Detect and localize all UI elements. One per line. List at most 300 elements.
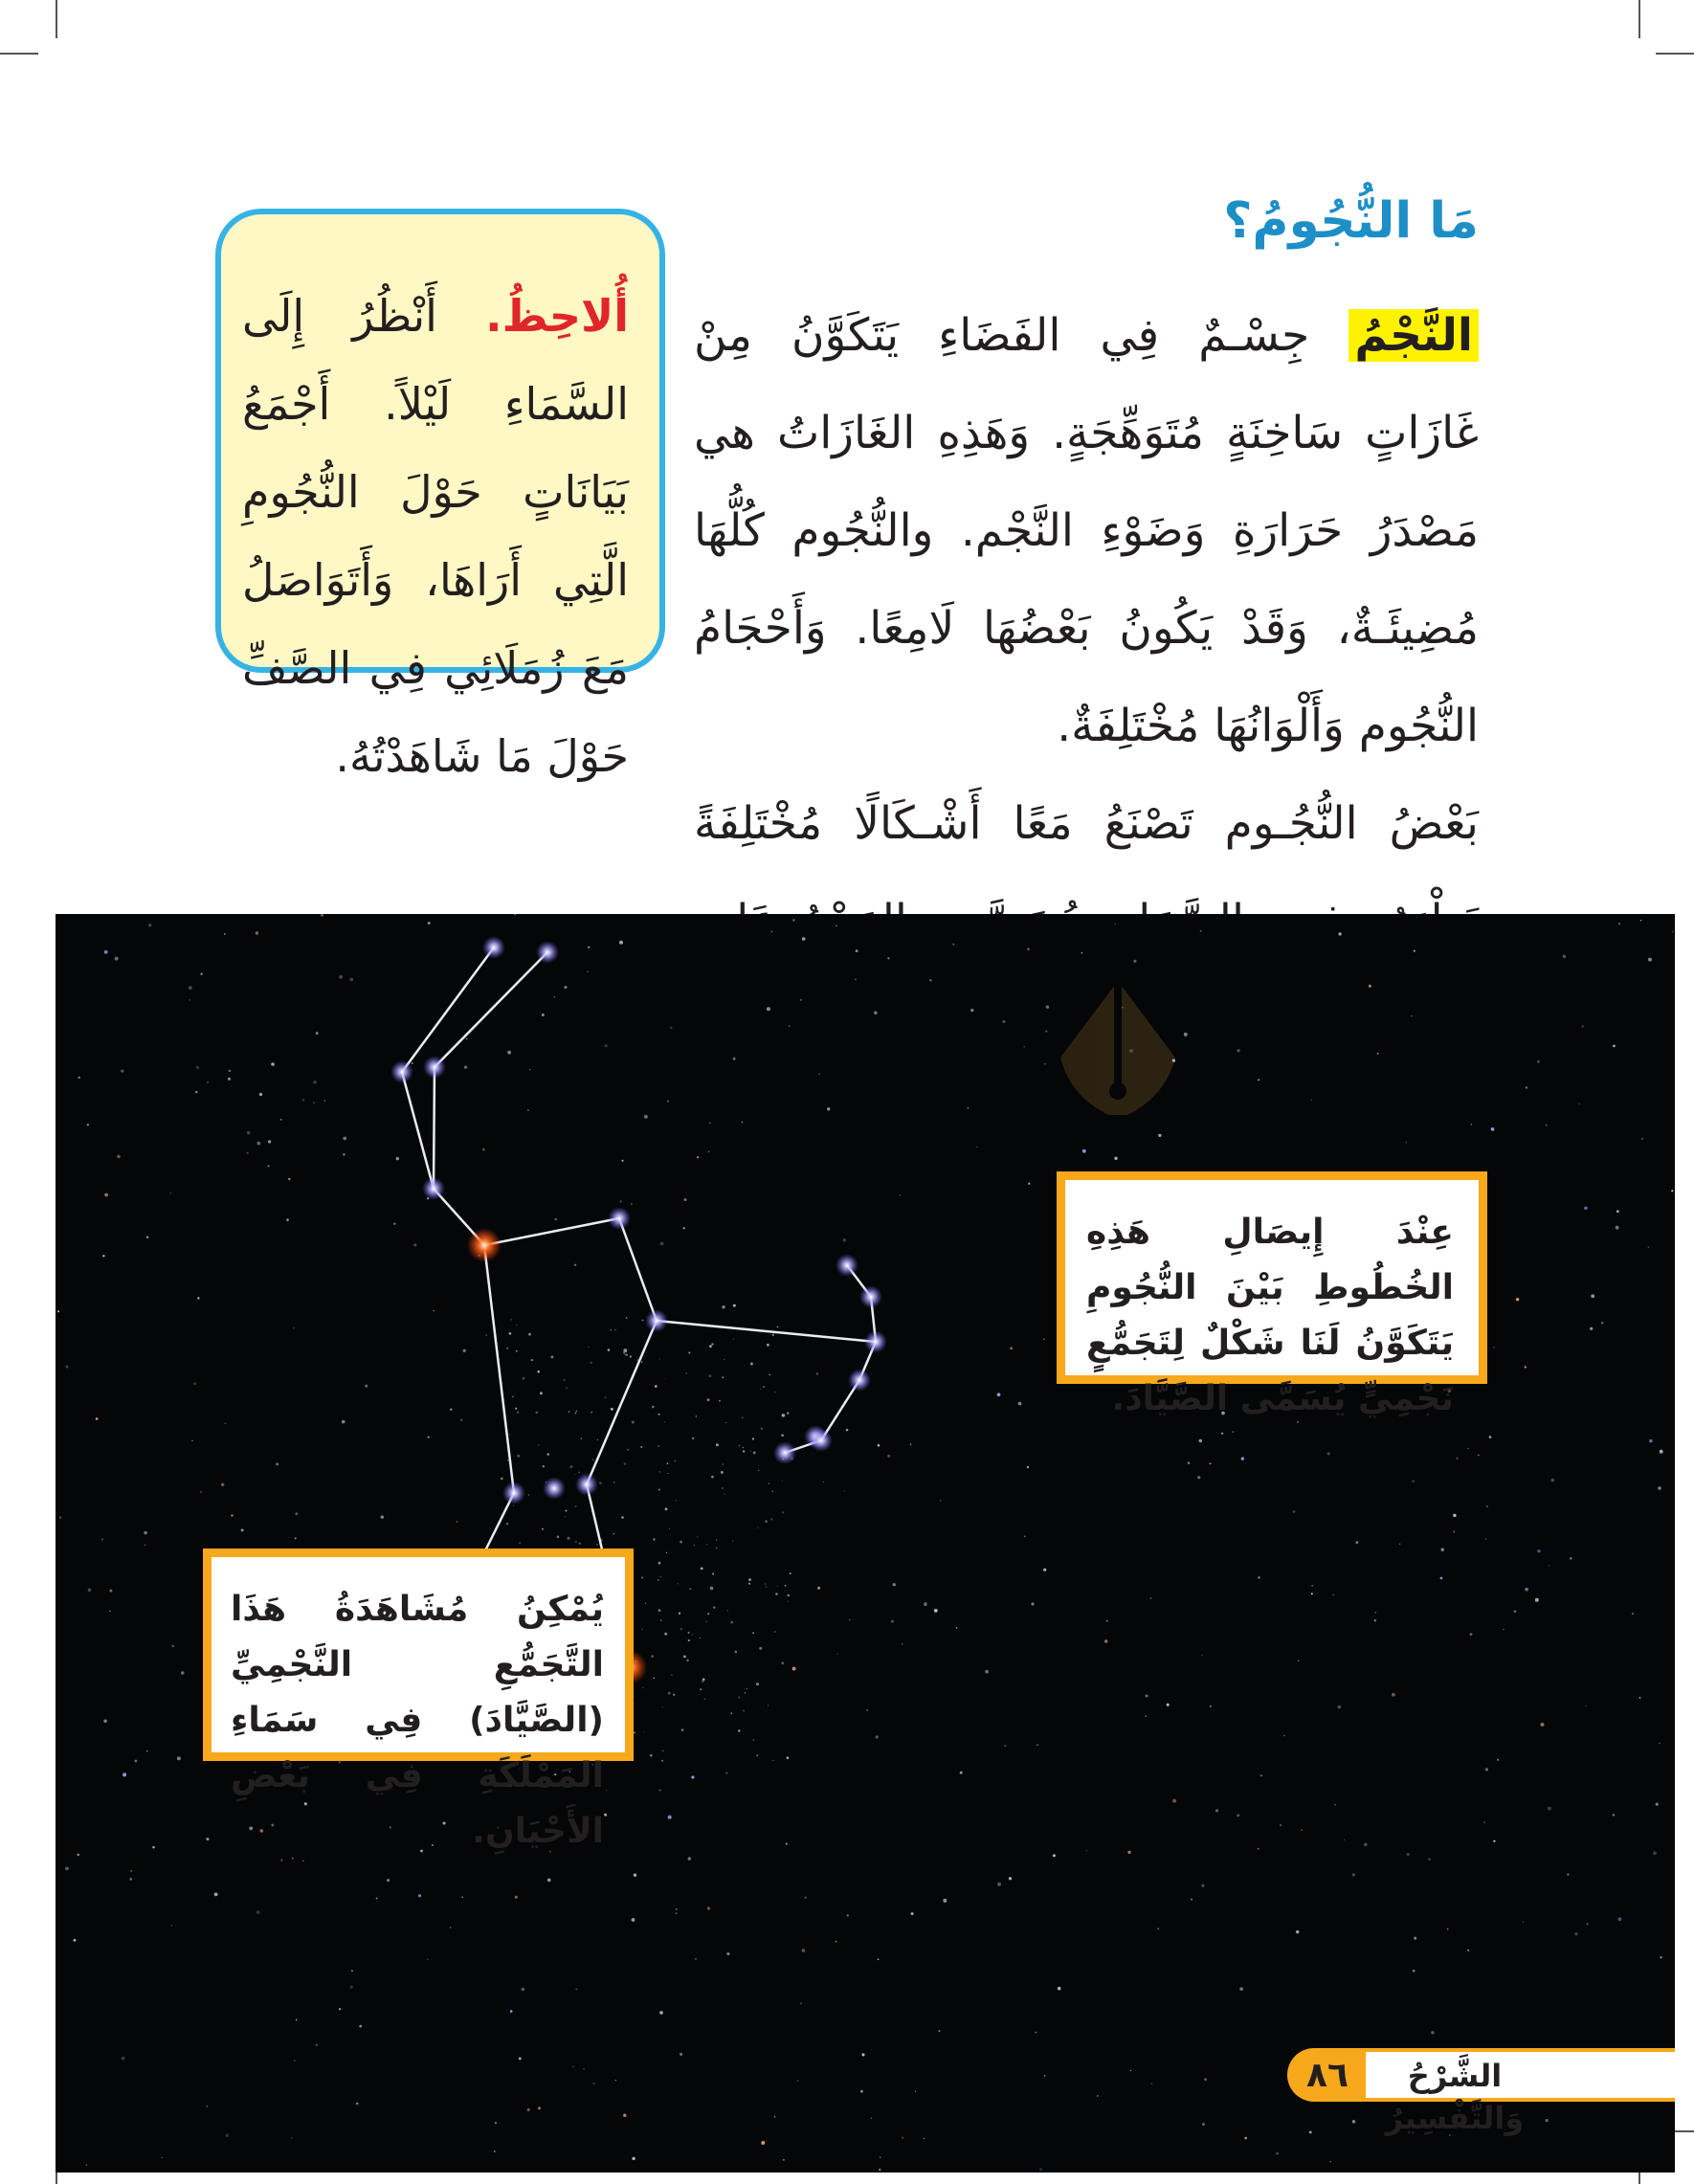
background-star — [1024, 1536, 1026, 1538]
background-star — [785, 1585, 787, 1587]
background-star — [356, 2103, 359, 2106]
background-star — [680, 2053, 682, 2056]
constellation-star — [502, 1482, 525, 1504]
background-star — [464, 1065, 467, 1068]
background-star — [1550, 1479, 1554, 1482]
background-star — [1145, 1715, 1147, 1717]
background-star — [621, 1516, 624, 1519]
background-star — [771, 931, 772, 932]
background-star — [786, 1843, 788, 1845]
background-star — [619, 941, 623, 945]
background-star — [710, 1587, 714, 1591]
background-star — [1046, 1005, 1050, 1009]
background-star — [1447, 1928, 1448, 1929]
background-star — [605, 1044, 608, 1047]
background-star — [1431, 2031, 1434, 2034]
background-star — [861, 2053, 864, 2056]
background-star — [697, 1156, 699, 1158]
background-star — [827, 1107, 830, 1110]
background-star — [574, 1474, 575, 1475]
background-star — [659, 2011, 663, 2015]
background-star — [790, 1572, 791, 1574]
background-star — [769, 1374, 770, 1376]
background-star — [713, 1606, 715, 1608]
constellation-line — [484, 1245, 514, 1493]
background-star — [316, 1032, 319, 1035]
background-star — [1486, 1505, 1488, 1507]
background-star — [443, 1822, 446, 1825]
watermark-pen-icon — [1060, 981, 1175, 1115]
background-star — [527, 2108, 530, 2111]
background-star — [658, 1488, 660, 1490]
background-star — [528, 1333, 531, 1336]
background-star — [613, 1482, 615, 1483]
background-star — [774, 1392, 775, 1393]
night-sky-svg — [56, 914, 1675, 2173]
background-star — [130, 1870, 132, 1872]
background-star — [1184, 1033, 1188, 1036]
background-star — [515, 1408, 517, 1410]
background-star — [1356, 1541, 1359, 1544]
background-star — [381, 1515, 384, 1518]
background-star — [652, 1406, 655, 1409]
paragraph-definition-text: جِسْـمٌ فِي الفَضَاءِ يَتَكَوَّنُ مِنْ غَازَاتٍ سَاخِنَةٍ مُتَوَهِّجَةٍ. وَهَذِهِ الغَازَاتُ هي مَصْدَرُ حَرَارَةِ وَضَوْءِ النَّجْم. والنُّجُوم كُلُّهَا مُضِيئَـةٌ، وَقَدْ يَكُونُ بَعْضُهَا لَامِعًا. وَأَحْجَامُ النُّجُوم وَأَلْوَانُهَا مُخْتَلِفَةٌ. — [694, 309, 1479, 752]
background-star — [517, 1455, 520, 1458]
background-star — [86, 2165, 87, 2166]
background-star — [172, 1645, 174, 1647]
background-star — [752, 1437, 754, 1439]
background-star — [146, 1236, 149, 1238]
background-star — [760, 1389, 761, 1390]
background-star — [1146, 1694, 1148, 1697]
background-star — [1202, 2123, 1205, 2126]
background-star — [1334, 1804, 1336, 1806]
background-star — [1525, 1366, 1527, 1368]
background-star — [924, 2138, 925, 2139]
background-star — [1232, 1431, 1234, 1433]
background-star — [189, 999, 190, 1001]
background-star — [1491, 1127, 1495, 1131]
background-star — [256, 1142, 260, 1146]
background-star — [1081, 952, 1083, 954]
background-star — [1039, 2168, 1042, 2171]
background-star — [722, 1463, 724, 1465]
background-star — [759, 1647, 762, 1650]
background-star — [1043, 1569, 1046, 1571]
background-star — [782, 1414, 786, 1417]
background-star — [934, 1609, 938, 1613]
background-star — [708, 1374, 711, 1377]
background-star — [766, 1586, 767, 1587]
background-star — [1659, 1743, 1661, 1745]
background-star — [817, 1587, 820, 1590]
background-star — [673, 1694, 675, 1696]
background-star — [642, 1687, 643, 1688]
background-star — [1440, 1548, 1443, 1550]
background-star — [1338, 932, 1341, 935]
background-star — [193, 1382, 196, 1385]
background-star — [1591, 1294, 1594, 1298]
background-star — [1405, 1142, 1407, 1144]
background-star — [818, 1074, 819, 1075]
background-star — [527, 1109, 529, 1111]
background-star — [753, 1451, 756, 1454]
background-star — [726, 1952, 729, 1955]
background-star — [214, 1893, 218, 1897]
observe-label: أُلاحِظُ. — [485, 290, 629, 342]
background-star — [396, 1157, 399, 1160]
background-star — [692, 1437, 694, 1439]
background-star — [1377, 1053, 1379, 1055]
background-star — [651, 1655, 654, 1658]
background-star — [725, 1422, 726, 1423]
background-star — [849, 1619, 851, 1621]
background-star — [1157, 1928, 1159, 1929]
background-star — [774, 1631, 775, 1632]
observe-text: أَنْظُرُ إِلَى السَّمَاءِ لَيْلاً. أَجْمَعُ بَيَانَاتٍ حَوْلَ النُّجُومِ الَّتِي أَرَاهَا، وَأَتَوَاصَلُ مَعَ زُمَلَائِي فِي الصَّفِّ حَوْلَ مَا شَاهَدْتُهُ. — [242, 290, 629, 782]
background-star — [206, 1838, 209, 1840]
background-star — [302, 1861, 304, 1862]
background-star — [1411, 1015, 1412, 1016]
background-star — [691, 1775, 694, 1778]
background-star — [733, 1304, 736, 1307]
background-star — [365, 1384, 368, 1387]
background-star — [1582, 1025, 1584, 1027]
background-star — [1467, 1448, 1468, 1449]
paragraph-definition — [694, 287, 1479, 775]
background-star — [664, 1421, 666, 1423]
background-star — [271, 1824, 274, 1827]
background-star — [910, 1444, 912, 1446]
background-star — [231, 1514, 233, 1516]
background-star — [645, 1603, 646, 1604]
background-star — [200, 1491, 202, 1493]
background-star — [1237, 1814, 1239, 1816]
background-star — [519, 1542, 521, 1544]
crop-mark — [56, 0, 57, 38]
background-star — [688, 1632, 690, 1634]
background-star — [860, 2090, 863, 2093]
background-star — [697, 1536, 698, 1537]
background-star — [393, 1223, 395, 1225]
background-star — [836, 1941, 837, 1943]
background-star — [313, 1081, 316, 1083]
background-star — [667, 1473, 668, 1474]
background-star — [1574, 1932, 1577, 1935]
background-star — [191, 1440, 192, 1441]
background-star — [632, 1420, 635, 1423]
background-star — [572, 2065, 574, 2067]
background-star — [494, 2151, 496, 2152]
background-star — [276, 1462, 279, 1465]
background-star — [321, 914, 323, 917]
background-star — [564, 986, 567, 989]
background-star — [676, 1500, 678, 1502]
background-star — [1188, 1461, 1191, 1464]
background-star — [1027, 947, 1030, 950]
background-star — [952, 944, 954, 946]
background-star — [102, 1255, 104, 1257]
background-star — [1640, 920, 1641, 921]
background-star — [228, 1078, 231, 1081]
background-star — [878, 1958, 880, 1960]
background-star — [145, 1545, 146, 1547]
background-star — [247, 1131, 250, 1134]
background-star — [1106, 1620, 1108, 1622]
background-star — [1590, 1327, 1593, 1330]
background-star — [1215, 1809, 1218, 1812]
background-star — [658, 1414, 659, 1415]
background-star — [129, 1878, 132, 1881]
background-star — [703, 1698, 705, 1700]
background-star — [689, 1588, 691, 1590]
background-star — [756, 1683, 759, 1685]
background-star — [623, 1348, 627, 1352]
background-star — [1618, 923, 1620, 925]
background-star — [797, 2081, 798, 2082]
background-star — [627, 1449, 629, 1451]
background-star — [1085, 1850, 1087, 1852]
background-star — [1525, 1588, 1528, 1592]
background-star — [792, 1667, 796, 1671]
background-star — [1618, 1917, 1622, 1921]
background-star — [557, 1536, 560, 1539]
background-star — [643, 1731, 644, 1732]
background-star — [1407, 1853, 1410, 1856]
background-star — [460, 1418, 463, 1421]
background-star — [195, 1091, 197, 1093]
background-star — [1483, 1822, 1484, 1823]
background-star — [1200, 930, 1202, 932]
background-star — [510, 2010, 513, 2013]
background-star — [387, 1879, 390, 1882]
background-star — [844, 1490, 845, 1491]
red-giant-star — [467, 1228, 502, 1262]
background-star — [517, 1412, 519, 1414]
background-star — [295, 1537, 297, 1539]
background-star — [726, 1772, 728, 1774]
constellation-line — [484, 1218, 619, 1245]
background-star — [249, 1827, 253, 1831]
background-star — [676, 1908, 678, 1910]
background-star — [1241, 1457, 1244, 1460]
crop-mark — [1638, 0, 1640, 38]
background-star — [688, 1351, 690, 1353]
background-star — [1031, 1602, 1034, 1605]
observe-activity-box — [215, 209, 665, 782]
background-star — [564, 1516, 565, 1517]
background-star — [706, 1544, 707, 1545]
background-star — [733, 1339, 734, 1340]
background-star — [1497, 1759, 1499, 1761]
background-star — [788, 1601, 789, 1602]
background-star — [1197, 1476, 1200, 1479]
background-star — [514, 914, 516, 915]
background-star — [575, 1988, 577, 1990]
background-star — [722, 1305, 724, 1308]
background-star — [1541, 1723, 1545, 1727]
background-star — [761, 2141, 765, 2145]
key-term: النَّجْمُ — [1349, 309, 1479, 362]
background-star — [515, 1896, 518, 1899]
background-star — [752, 1632, 754, 1634]
background-star — [679, 1613, 680, 1615]
background-star — [96, 1417, 99, 1420]
background-star — [510, 1319, 511, 1320]
background-star — [878, 1444, 880, 1447]
background-star — [592, 2083, 594, 2084]
callout-constellation-lines: عِنْدَ إِيصَالِ هَذِهِ الخُطُوطِ بَيْنَ النُّجُومِ يَتَكَوَّنُ لَنَا شَكْلٌ لِتَجَمُّعٍ نَجْمِيٍّ يُسَمَّى الصَّيَّادَ. — [1057, 1171, 1487, 1384]
background-star — [78, 1077, 80, 1079]
background-star — [1172, 1799, 1176, 1803]
background-star — [816, 1372, 818, 1374]
background-star — [123, 1772, 126, 1776]
background-star — [1493, 1347, 1495, 1348]
background-star — [1204, 2079, 1207, 2082]
background-star — [640, 1446, 642, 1448]
background-star — [658, 1609, 661, 1612]
background-star — [461, 1896, 463, 1898]
background-star — [538, 1444, 539, 1445]
background-star — [614, 1329, 615, 1330]
background-star — [767, 1344, 769, 1347]
background-star — [65, 1866, 69, 1870]
background-star — [856, 949, 858, 952]
background-stars — [57, 914, 1673, 2171]
constellation-star — [645, 1309, 668, 1332]
background-star — [1133, 960, 1136, 963]
background-star — [291, 2137, 292, 2138]
background-star — [339, 975, 343, 979]
background-star — [568, 1411, 570, 1413]
background-star — [707, 1906, 710, 1909]
background-star — [721, 1471, 724, 1474]
background-star — [271, 1062, 275, 1066]
background-star — [1537, 1060, 1540, 1063]
background-star — [1045, 1030, 1047, 1032]
background-star — [1632, 1613, 1634, 1615]
background-star — [224, 933, 226, 935]
background-star — [997, 1393, 1001, 1396]
background-star — [1244, 2137, 1247, 2140]
background-star — [342, 1420, 345, 1424]
background-star — [676, 1912, 678, 1914]
background-star — [1115, 924, 1116, 925]
background-star — [787, 1756, 790, 1759]
background-star — [772, 1334, 774, 1336]
background-star — [757, 1527, 758, 1528]
background-star — [650, 1754, 653, 1757]
background-star — [1658, 1486, 1661, 1490]
background-star — [621, 1160, 623, 1162]
background-star — [1648, 1246, 1649, 1247]
background-star — [792, 919, 795, 922]
background-star — [606, 1790, 607, 1791]
background-star — [748, 1578, 751, 1581]
background-star — [653, 1538, 655, 1540]
background-star — [902, 2137, 903, 2139]
background-star — [1310, 1100, 1312, 1102]
background-star — [294, 2060, 296, 2061]
background-star — [501, 1478, 503, 1481]
background-star — [1526, 1086, 1528, 1089]
background-star — [280, 1119, 282, 1121]
background-star — [1489, 1436, 1492, 1438]
callout-visibility: يُمْكِنُ مُشَاهَدَةُ هَذَا التَّجَمُّعِ النَّجْمِيِّ (الصَّيَّادَ) فِي سَمَاءِ المَمْلَكَةِ فِي بَعْضِ الأَحْيَانِ. — [203, 1549, 634, 1761]
background-star — [1656, 1803, 1659, 1806]
background-star — [1221, 1433, 1223, 1435]
background-star — [390, 1826, 391, 1828]
background-star — [1672, 931, 1673, 932]
background-star — [1097, 2095, 1098, 2096]
background-star — [170, 1192, 172, 1194]
background-star — [660, 1619, 662, 1621]
background-star — [1563, 955, 1567, 959]
background-star — [1414, 949, 1415, 951]
background-star — [1311, 1593, 1313, 1594]
background-star — [1369, 985, 1371, 988]
background-star — [900, 1194, 901, 1195]
background-star — [956, 1627, 958, 1629]
background-star — [911, 1912, 914, 1915]
constellation-line — [435, 952, 547, 1067]
background-star — [523, 1377, 525, 1380]
background-star — [135, 1760, 138, 1763]
background-star — [716, 1443, 719, 1446]
background-star — [1586, 1923, 1588, 1925]
background-star — [87, 1124, 89, 1125]
background-star — [1201, 1655, 1202, 1656]
background-star — [836, 925, 837, 926]
background-star — [887, 1455, 890, 1458]
background-star — [678, 1583, 679, 1584]
background-star — [597, 1439, 598, 1440]
background-star — [659, 1576, 660, 1577]
background-star — [568, 1537, 570, 1540]
background-star — [1260, 1774, 1262, 1776]
background-star — [256, 931, 258, 934]
background-star — [1344, 1839, 1345, 1840]
background-star — [1044, 1063, 1046, 1065]
background-star — [513, 1505, 514, 1506]
background-star — [694, 1545, 695, 1546]
background-star — [781, 1661, 784, 1664]
background-star — [939, 2030, 941, 2032]
background-star — [1470, 1633, 1473, 1636]
background-star — [743, 1450, 746, 1453]
section-heading: مَا النُّجُومُ؟ — [1223, 192, 1479, 250]
background-star — [1392, 1693, 1395, 1697]
constellation-star — [864, 1330, 887, 1353]
background-star — [450, 1408, 452, 1410]
background-star — [566, 1387, 567, 1388]
background-star — [1471, 1124, 1472, 1125]
background-star — [574, 1264, 576, 1266]
background-star — [295, 1512, 298, 1515]
background-star — [707, 1613, 709, 1615]
background-star — [1199, 1439, 1202, 1442]
background-star — [434, 1310, 435, 1312]
background-star — [566, 1510, 568, 1512]
background-star — [343, 1137, 346, 1141]
background-star — [267, 1165, 269, 1167]
background-star — [667, 1101, 669, 1103]
background-star — [632, 1918, 635, 1922]
background-star — [554, 996, 555, 997]
background-star — [1309, 2130, 1312, 2133]
background-star — [1258, 1079, 1259, 1081]
background-star — [719, 1400, 721, 1402]
